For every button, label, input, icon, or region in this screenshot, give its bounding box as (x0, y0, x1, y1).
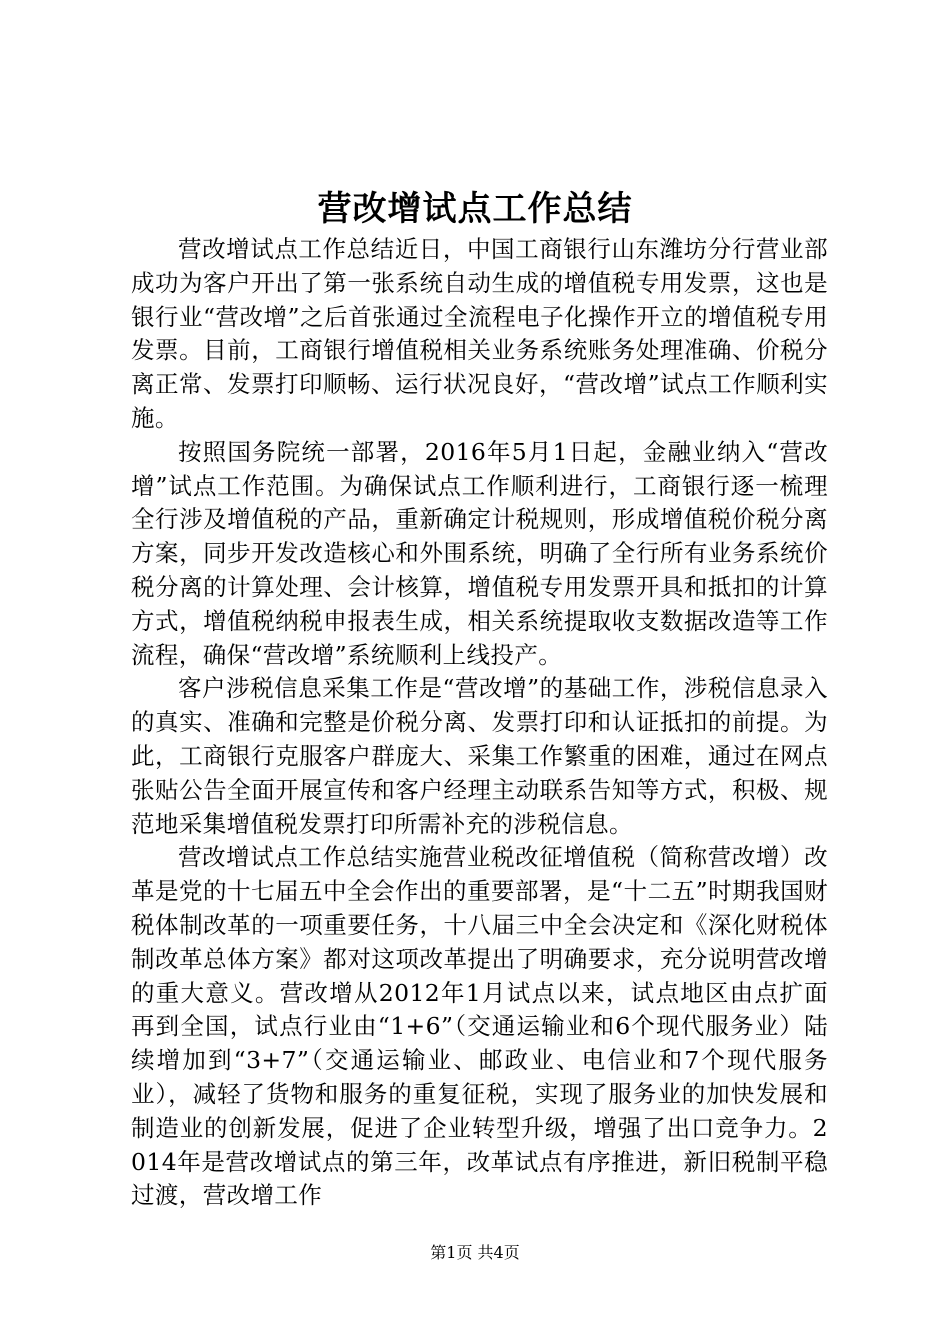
page-footer (0, 1241, 950, 1265)
page-number: 第1页 (430, 1243, 473, 1262)
page-total: 共4页 (477, 1243, 520, 1262)
paragraph-2: 按照国务院统一部署，2016年5月1日起，金融业纳入“营改增”试点工作范围。为确保试点工作顺利进行，工商银行逐一梳理全行涉及增值税的产品，重新确定计税规则，形成增值税价税分离方案，同步开发改造核心和外围系统，明确了全行所有业务系统价税分离的计算处理、会计核算，增值税专用发票开具和抵扣的计算方式，增值税纳税申报表生成，相关系统提取收支数据改造等工作流程，确保“营改增”系统顺利上线投产。 (131, 437, 828, 669)
paragraph-1: 营改增试点工作总结近日，中国工商银行山东潍坊分行营业部成功为客户开出了第一张系统自动生成的增值税专用发票，这也是银行业“营改增”之后首张通过全流程电子化操作开立的增值税专用发票。目前，工商银行增值税相关业务系统账务处理准确、价税分离正常、发票打印顺畅、运行状况良好，“营改增”试点工作顺利实施。 (131, 235, 828, 432)
paragraph-3: 客户涉税信息采集工作是“营改增”的基础工作，涉税信息录入的真实、准确和完整是价税分离、发票打印和认证抵扣的前提。为此，工商银行克服客户群庞大、采集工作繁重的困难，通过在网点张贴公告全面开展宣传和客户经理主动联系告知等方式，积极、规范地采集增值税发票打印所需补充的涉税信息。 (131, 674, 828, 838)
document-title: 营改增试点工作总结 (317, 189, 633, 229)
paragraph-4: 营改增试点工作总结实施营业税改征增值税（简称营改增）改革是党的十七届五中全会作出的重要部署，是“十二五”时期我国财税体制改革的一项重要任务，十八届三中全会决定和《深化财税体制改革总体方案》都对这项改革提出了明确要求，充分说明营改增的重大意义。营改增从2012年1月试点以来，试点地区由点扩面再到全国，试点行业由“1+6”（交通运输业和6个现代服务业）陆续增加到“3+7”（交通运输业、邮政业、电信业和7个现代服务业），减轻了货物和服务的重复征税，实现了服务业的加快发展和制造业的创新发展，促进了企业转型升级，增强了出口竞争力。2014年是营改增试点的第三年，改革试点有序推进，新旧税制平稳过渡，营改增工作 (131, 843, 828, 1210)
document-body (131, 233, 828, 1213)
